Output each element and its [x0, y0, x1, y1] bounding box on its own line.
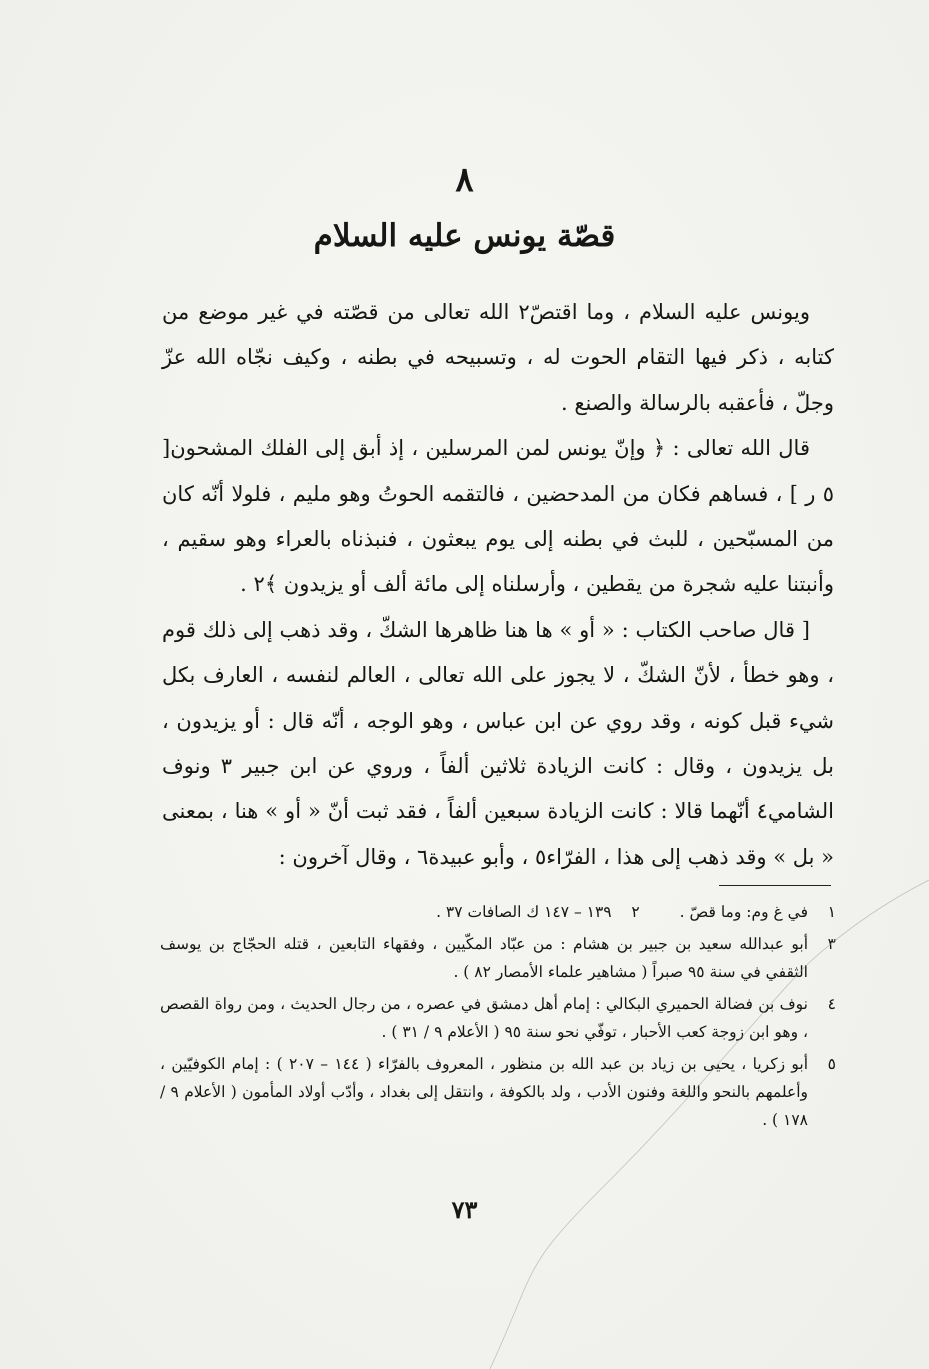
chapter-title: قصّة يونس عليه السلام [313, 218, 616, 254]
footnote-text: أبو عبدالله سعيد بن جبير بن هشام : من عبّاد المكّيين ، وفقهاء التابعين ، قتله الحجّاج بن يوسف الثقفي في سنة ٩٥ صبراً ( مشاهير علماء الأمصار ٨٢ ) . [160, 935, 808, 981]
footnote-text: في غ وم: وما قصّ . [679, 903, 808, 921]
paragraph-quran-quote: قال الله تعالى : ﴿ وإنّ يونس لمن المرسلين ، إذ أبق إلى الفلك المشحون[ ٥ ر ] ، فساهم فكان من المدحضين ، فالتقمه الحوتُ وهو مليم ، فلولا أنّه كان من المسبّحين ، للبث في بطنه إلى يوم يبعثون ، فنبذناه بالعراء وهو سقيم ، وأنبتنا عليه شجرة من يقطين ، وأرسلناه إلى مائة ألف أو يزيدون ﴾٢ . [162, 436, 834, 597]
footnote-text: نوف بن فضالة الحميري البكالي : إمام أهل دمشق في عصره ، من رجال الحديث ، ومن رواة القصص ، وهو ابن زوجة كعب الأحبار ، توفّي نحو سنة ٩٥ ( الأعلام ٩ / ٣١ ) . [160, 995, 808, 1041]
footnote-text: أبو زكريا ، يحيى بن زياد بن عبد الله بن منظور ، المعروف بالفرّاء ( ١٤٤ – ٢٠٧ ) : إمام الكوفيّين ، وأعلمهم بالنحو واللغة وفنون الأدب ، ولد بالكوفة ، وانتقل إلى بغداد ، وأدّب أولاد المأمون ( الأعلام ٩ / ١٧٨ ) . [160, 1055, 809, 1129]
footnote-item [160, 1050, 836, 1134]
footnote-number: ١ [827, 903, 836, 921]
footnote-number: ٣ [827, 935, 836, 953]
main-text [162, 290, 834, 880]
paragraph-intro: ويونس عليه السلام ، وما اقتصّ٢ الله تعالى من قصّته في غير موضع من كتابه ، ذكر فيها التقام الحوت له ، وتسبيحه في بطنه ، وكيف نجّاه الله عزّ وجلّ ، فأعقبه بالرسالة والصنع . [162, 300, 834, 415]
footnote-separator [719, 885, 831, 886]
footnote-number: ٢ [631, 903, 640, 921]
paragraph-commentary: [ قال صاحب الكتاب : « أو » ها هنا ظاهرها الشكّ ، وقد ذهب إلى ذلك قوم ، وهو خطأ ، لأنّ الشكّ ، لا يجوز على الله تعالى ، العالم لنفسه ، العارف بكل شيء قبل كونه ، وقد روي عن ابن عباس ، وهو الوجه ، أنّه قال : أو يزيدون ، بل يزيدون ، وقال : كانت الزيادة ثلاثين ألفاً ، وروي عن ابن جبير ٣ ونوف الشامي٤ أنّهما قالا : كانت الزيادة سبعين ألفاً ، فقد ثبت أنّ « أو » هنا ، بمعنى « بل » وقد ذهب إلى هذا ، الفرّاء٥ ، وأبو عبيدة٦ ، وقال آخرون : [162, 617, 835, 869]
footnote-item [160, 990, 836, 1046]
footnote-number: ٤ [827, 995, 836, 1013]
footnote-text: ١٣٩ – ١٤٧ ك الصافات ٣٧ . [436, 903, 612, 921]
footnote-number: ٥ [827, 1055, 836, 1073]
footnote-item [436, 898, 640, 926]
footnote-row [160, 898, 836, 930]
footnotes [160, 898, 836, 1138]
footnote-item [160, 930, 836, 986]
footnote-item [680, 898, 836, 926]
chapter-number: ٨ [455, 160, 474, 200]
page-number: ٧٣ [451, 1195, 478, 1224]
